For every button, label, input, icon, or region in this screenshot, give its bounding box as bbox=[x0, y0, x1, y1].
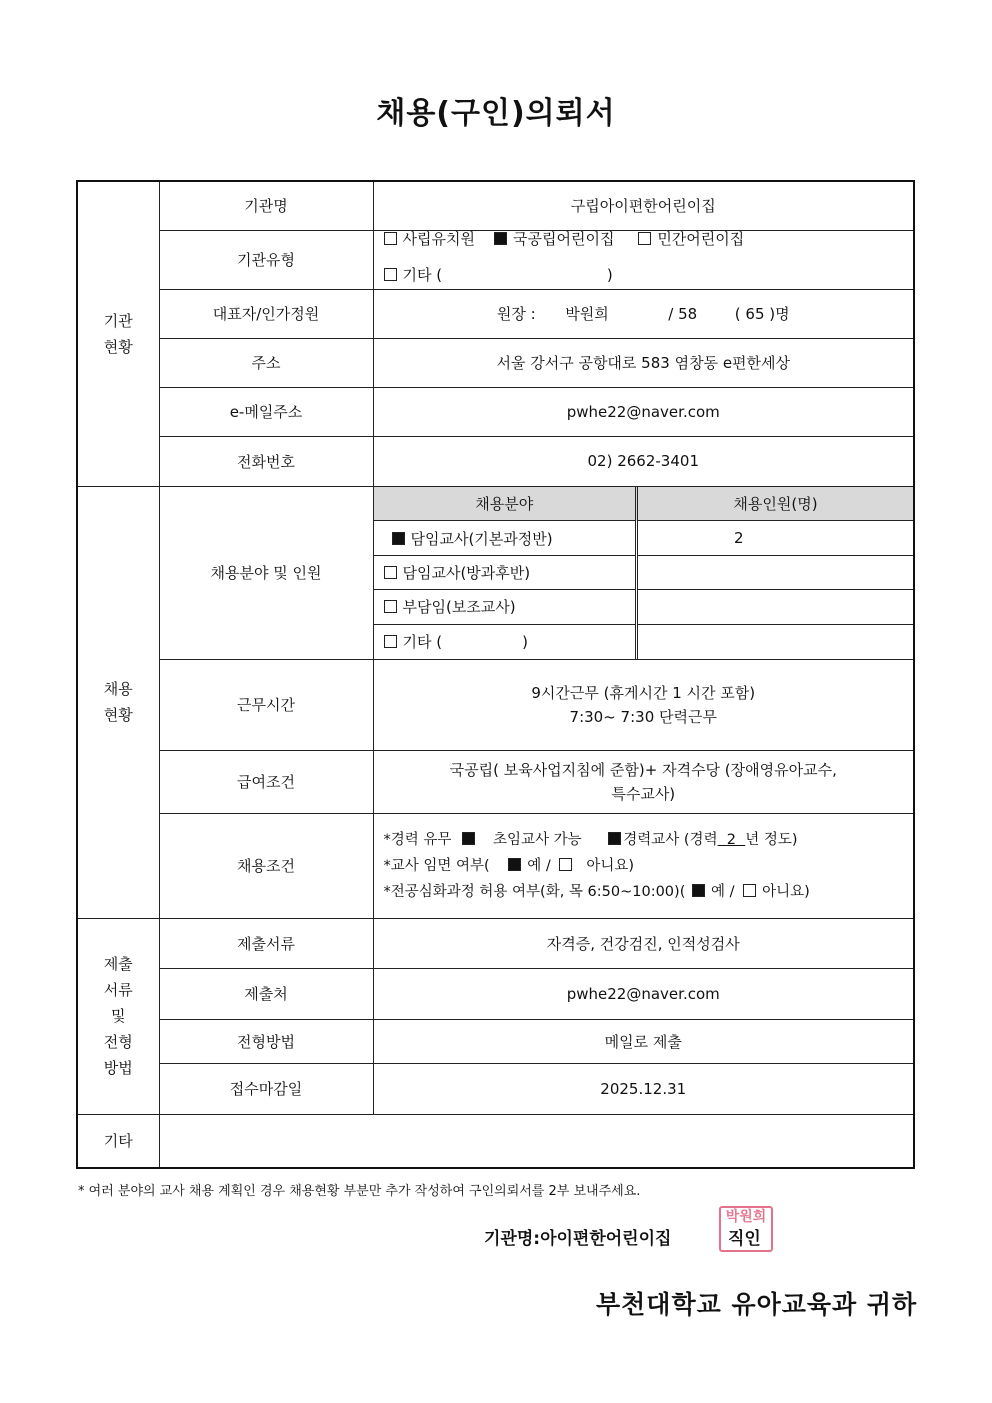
value-email[interactable]: pwhe22@naver.com bbox=[373, 387, 914, 436]
checkbox-homeroom-basic[interactable] bbox=[392, 532, 405, 545]
value-address[interactable]: 서울 강서구 공항대로 583 염창동 e편한세상 bbox=[373, 338, 914, 387]
checkbox-public-daycare[interactable] bbox=[494, 232, 507, 245]
row-email bbox=[77, 387, 914, 436]
checkbox-private-daycare[interactable] bbox=[638, 232, 651, 245]
count-assistant-teacher[interactable] bbox=[637, 590, 914, 624]
row-representative bbox=[77, 289, 914, 338]
hiring-row-3: 부담임(보조교사) bbox=[374, 590, 914, 624]
recipient: 부천대학교 유아교육과 귀하 bbox=[596, 1290, 918, 1319]
value-other[interactable] bbox=[159, 1114, 914, 1168]
label-institution-type: 기관유형 bbox=[159, 230, 373, 289]
row-institution-name bbox=[77, 181, 914, 230]
section-submission: 제출 서류 및 전형 방법 bbox=[77, 918, 159, 1114]
hiring-row-4: 기타 ( ) bbox=[374, 624, 914, 658]
row-institution-type bbox=[77, 230, 914, 289]
label-email: e-메일주소 bbox=[159, 387, 373, 436]
label-address: 주소 bbox=[159, 338, 373, 387]
row-documents bbox=[77, 918, 914, 968]
director-name: 박원희 bbox=[565, 305, 609, 323]
checkbox-type-other[interactable] bbox=[384, 268, 397, 281]
row-address bbox=[77, 338, 914, 387]
label-submit-to: 제출처 bbox=[159, 968, 373, 1019]
section-institution: 기관 현황 bbox=[77, 181, 159, 486]
value-deadline[interactable]: 2025.12.31 bbox=[373, 1063, 914, 1114]
count-hiring-other[interactable] bbox=[637, 624, 914, 658]
checkbox-appointment-no[interactable] bbox=[559, 858, 572, 871]
col-header-count: 채용인원(명) bbox=[637, 487, 914, 521]
checkbox-homeroom-afterschool[interactable] bbox=[384, 566, 397, 579]
stamp-text: 박원희 bbox=[725, 1209, 767, 1225]
row-method bbox=[77, 1019, 914, 1063]
label-phone: 전화번호 bbox=[159, 436, 373, 486]
footnote: * 여러 분야의 교사 채용 계획인 경우 채용현황 부분만 추가 작성하여 구인의뢰서를 2부 보내주세요. bbox=[78, 1184, 641, 1199]
checkbox-hiring-other[interactable] bbox=[384, 635, 397, 648]
value-phone[interactable]: 02) 2662-3401 bbox=[373, 436, 914, 486]
row-phone bbox=[77, 436, 914, 486]
row-pay bbox=[77, 750, 914, 813]
checkbox-experienced-teacher[interactable] bbox=[608, 832, 621, 845]
licensed-capacity: ( 65 )명 bbox=[734, 305, 790, 323]
hiring-fields-cell bbox=[373, 486, 914, 659]
label-pay: 급여조건 bbox=[159, 750, 373, 813]
value-conditions: *경력 유무 초임교사 가능 경력교사 (경력 2 년 정도) *교사 임면 여부( 예 / 아니요) *전공심화과정 허용 여부(화, 목 6:50~10:00)( 예 / 아니요) bbox=[373, 813, 914, 918]
value-documents[interactable]: 자격증, 건강검진, 인적성검사 bbox=[373, 918, 914, 968]
checkbox-experience[interactable] bbox=[462, 832, 475, 845]
row-other bbox=[77, 1114, 914, 1168]
seal-label: 직인 bbox=[728, 1229, 761, 1249]
section-other: 기타 bbox=[77, 1114, 159, 1168]
label-hiring-fields: 채용분야 및 인원 bbox=[159, 486, 373, 659]
row-work-hours bbox=[77, 659, 914, 750]
row-conditions bbox=[77, 813, 914, 918]
label-deadline: 접수마감일 bbox=[159, 1063, 373, 1114]
section-hiring: 채용 현황 bbox=[77, 486, 159, 918]
checkbox-appointment-yes[interactable] bbox=[508, 858, 521, 871]
checkbox-advanced-course-yes[interactable] bbox=[692, 884, 705, 897]
row-deadline bbox=[77, 1063, 914, 1114]
current-enrollment: / 58 bbox=[668, 305, 698, 323]
count-homeroom-basic[interactable]: 2 bbox=[637, 521, 914, 555]
value-representative[interactable]: 원장 : 박원희 / 58 ( 65 )명 bbox=[373, 289, 914, 338]
value-method[interactable]: 메일로 제출 bbox=[373, 1019, 914, 1063]
hiring-row-2: 담임교사(방과후반) bbox=[374, 555, 914, 589]
document-title: 채용(구인)의뢰서 bbox=[376, 96, 616, 131]
signature-institution-name: 기관명:아이편한어린이집 bbox=[484, 1229, 672, 1249]
hiring-row-1: 담임교사(기본과정반) 2 bbox=[374, 521, 914, 555]
label-institution-name: 기관명 bbox=[159, 181, 373, 230]
value-submit-to[interactable]: pwhe22@naver.com bbox=[373, 968, 914, 1019]
row-submit-to bbox=[77, 968, 914, 1019]
label-method: 전형방법 bbox=[159, 1019, 373, 1063]
value-pay[interactable]: 국공립( 보육사업지침에 준함)+ 자격수당 (장애영유아교수, 특수교사) bbox=[373, 750, 914, 813]
count-homeroom-afterschool[interactable] bbox=[637, 555, 914, 589]
value-institution-name[interactable]: 구립아이편한어린이집 bbox=[373, 181, 914, 230]
label-work-hours: 근무시간 bbox=[159, 659, 373, 750]
label-representative: 대표자/인가정원 bbox=[159, 289, 373, 338]
hiring-fields-table bbox=[374, 487, 914, 659]
checkbox-assistant-teacher[interactable] bbox=[384, 600, 397, 613]
experience-years[interactable]: 2 bbox=[717, 831, 746, 848]
checkbox-advanced-course-no[interactable] bbox=[743, 884, 756, 897]
request-form-table bbox=[76, 180, 915, 1169]
label-conditions: 채용조건 bbox=[159, 813, 373, 918]
row-hiring-fields bbox=[77, 486, 914, 659]
col-header-field: 채용분야 bbox=[374, 487, 637, 521]
value-work-hours[interactable]: 9시간근무 (휴게시간 1 시간 포함) 7:30~ 7:30 단력근무 bbox=[373, 659, 914, 750]
checkbox-private-kindergarten[interactable] bbox=[384, 232, 397, 245]
label-documents: 제출서류 bbox=[159, 918, 373, 968]
value-institution-type: 사립유치원 국공립어린이집 민간어린이집 기타 ( ) bbox=[373, 230, 914, 289]
